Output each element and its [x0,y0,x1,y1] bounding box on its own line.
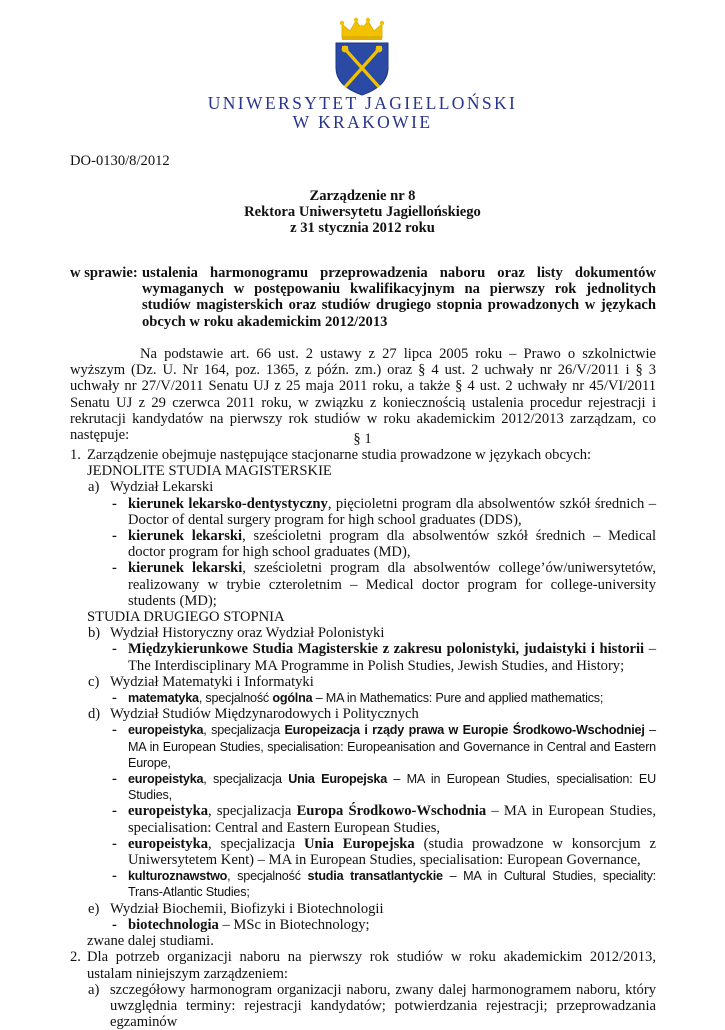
faculty-name: Wydział Historyczny oraz Wydział Polonistyki [110,625,385,642]
program-name: Międzykierunkowe Studia Magisterskie z zakresu polonistyki, judaistyki i historii [128,641,645,658]
list-item: - kierunek lekarski, sześcioletni program dla absolwentów college’ów/uniwersytetów, realizowany w trybie czteroletnim – Medical doctor program for college-university students (MD); [112,560,657,609]
point-text: Dla potrzeb organizacji naboru na pierwszy rok studiów w roku akademickim 2012/2013, ustalam niniejszym zarządzeniem: [87,949,656,982]
point-2 [70,949,656,981]
list-item: - europeistyka, specjalizacja Unia Europejska – MA in European Studies, specialisation: EU Studies, [112,771,656,803]
program-name: europeistyka [128,772,204,787]
program-name: biotechnologia [128,916,219,933]
specialty-name: Unia Europejska [288,772,388,787]
subject-label: w sprawie: [70,265,138,281]
faculty-name: Wydział Studiów Międzynarodowych i Politycznych [110,706,419,723]
specialty-name: Unia Europejska [303,835,415,852]
specialty-name: ogólna [272,691,313,706]
document-title: Zarządzenie nr 8 [309,188,416,204]
subpoint-b [70,625,656,641]
legal-basis-paragraph: Na podstawie art. 66 ust. 2 ustawy z 27 lipca 2005 roku – Prawo o szkolnictwie wyższym (Dz. U. Nr 164, poz. 1365, z późn. zm.) oraz § 4 ust. 2 uchwały nr 26/V/2011 i § 3 uchwały nr 27/V/2011 Senatu UJ z 25 maja 2011 roku, a także § 4 ust. 2 uchwały nr 45/VI/2011 Senatu UJ z 29 czerwca 2011 roku, w związku z koniecznością ustalenia procedur rejestracji i rekrutacji kandydatów na pierwszy rok studiów w roku akademickim 2012/2013 zarządzam, co następuje: [70,346,656,444]
program-description: – MSc in Biotechnology; [218,916,370,933]
faculty-name: Wydział Lekarski [110,479,214,496]
program-description: (studia prowadzone w konsorcjum z Uniwersytetem Kent) – MA in European Studies, specialisation: European Governance, [128,835,657,869]
faculty-name: Wydział Biochemii, Biofizyki i Biotechnologii [110,900,384,917]
section-content [70,447,656,1030]
program-name: kierunek lekarski [128,560,243,577]
program-description: – MA in Cultural Studies, speciality: Trans-Atlantic Studies; [128,869,656,900]
program-name: matematyka [128,691,199,706]
list-item: - europeistyka, specjalizacja Unia Europejska (studia prowadzone w konsorcjum z Uniwersytetem Kent) – MA in European Studies, specialisation: European Governance, [112,835,657,869]
specialty-name: Europa Środkowo-Wschodnia [296,803,487,820]
subject-text: ustalenia harmonogramu przeprowadzenia naboru oraz listy dokumentów wymaganych w postępowaniu kwalifikacyjnym na pierwszy rok jednolitych studiów magisterskich oraz studiów drugiego stopnia prowadzonych w językach obcych w roku akademickim 2012/2013 [142,265,656,330]
point-number: 1. [70,447,81,463]
list-item: - matematyka, specjalność ogólna – MA in Mathematics: Pure and applied mathematics; [112,690,604,707]
program-description: – The Interdisciplinary MA Programme in Polish Studies, Jewish Studies, and History; [128,641,656,674]
list-item: - europeistyka, specjalizacja Europa Środkowo-Wschodnia – MA in European Studies, specialisation: Central and Eastern European Studies, [112,803,656,836]
heading-uniform-studies: JEDNOLITE STUDIA MAGISTERSKIE [87,463,332,480]
subpoint-c [70,674,656,690]
section-symbol: § 1 [353,431,372,447]
program-name: europeistyka [128,723,204,738]
faculty-name: Wydział Matematyki i Informatyki [110,673,314,690]
shield-icon [336,43,388,95]
specialty-name: studia transatlantyckie [307,869,443,884]
point-text: Zarządzenie obejmuje następujące stacjonarne studia prowadzone w językach obcych: [87,447,592,463]
program-description: , sześcioletni program dla absolwentów szkół średnich – Medical doctor program for high school graduates (MD), [128,528,657,561]
subpoint-letter: e) [88,900,100,917]
crown-icon [340,18,384,40]
list-item: - kulturoznawstwo, specjalność studia transatlantyckie – MA in Cultural Studies, speciality: Trans-Atlantic Studies; [112,868,656,900]
program-description: , sześcioletni program dla absolwentów college’ów/uniwersytetów, realizowany w trybie czteroletnim – Medical doctor program for college-university students (MD); [128,560,657,609]
subpoint-letter: b) [88,625,101,642]
program-name: kierunek lekarski [128,528,243,545]
list-item: - Międzykierunkowe Studia Magisterskie z zakresu polonistyki, judaistyki i historii – The Interdisciplinary MA Programme in Polish Studies, Jewish Studies, and History; [112,641,656,674]
document-date: z 31 stycznia 2012 roku [290,220,435,236]
program-description: – MA in European Studies, specialisation: Europeanisation and Governance in Central and Eastern Europe, [128,723,656,770]
specialty-name: Europeizacja i rządy prawa w Europie Środkowo-Wschodniej [284,723,645,738]
subpoint-letter: c) [88,673,100,690]
list-item: - biotechnologia – MSc in Biotechnology; [112,916,370,933]
document-reference-number: DO-0130/8/2012 [70,153,170,169]
program-name: kulturoznawstwo [128,869,228,884]
subpoint-letter: d) [88,706,101,723]
program-name: europeistyka [128,835,209,852]
subpoint-2a [70,982,656,1030]
point-number: 2. [70,949,81,966]
university-name-line1: UNIWERSYTET JAGIELLOŃSKI [207,93,518,113]
heading-second-degree: STUDIA DRUGIEGO STOPNIA [87,609,285,626]
list-item: - kierunek lekarsko-dentystyczny, pięcioletni program dla absolwentów szkół średnich – Doctor of dental surgery program for high school graduates (DDS), [112,495,656,528]
program-description: – MA in European Studies, specialisation: EU Studies, [128,772,656,803]
point-1 [70,447,656,463]
closing-note: zwane dalej studiami. [87,933,214,950]
subpoint-e [70,901,656,917]
subpoint-letter: a) [88,981,100,998]
university-name-line2: W KRAKOWIE [292,112,433,132]
document-issuer: Rektora Uniwersytetu Jagiellońskiego [244,204,481,220]
list-item: - kierunek lekarski, sześcioletni program dla absolwentów szkół średnich – Medical doctor program for high school graduates (MD), [112,528,657,561]
list-item: - europeistyka, specjalizacja Europeizacja i rządy prawa w Europie Środkowo-Wschodniej – MA in European Studies, specialisation: Europeanisation and Governance in Central and Eastern Europe, [112,722,656,770]
subpoint-a [70,479,656,495]
program-name: kierunek lekarsko-dentystyczny [128,495,328,512]
program-description: – MA in European Studies, specialisation: Central and Eastern European Studies, [128,803,656,836]
program-description: – MA in Mathematics: Pure and applied mathematics; [312,691,604,706]
program-description: , pięcioletni program dla absolwentów szkół średnich – Doctor of dental surgery program for high school graduates (DDS), [128,495,656,528]
subpoint-text: szczegółowy harmonogram organizacji naboru, zwany dalej harmonogramem naboru, który uwzględnia terminy: rejestracji kandydatów; potwierdzania rejestracji; przeprowadzania egzaminów [110,981,656,1030]
subpoint-letter: a) [88,479,100,496]
subpoint-d [70,706,656,722]
university-crest-logo [328,16,396,96]
program-name: europeistyka [128,803,209,820]
